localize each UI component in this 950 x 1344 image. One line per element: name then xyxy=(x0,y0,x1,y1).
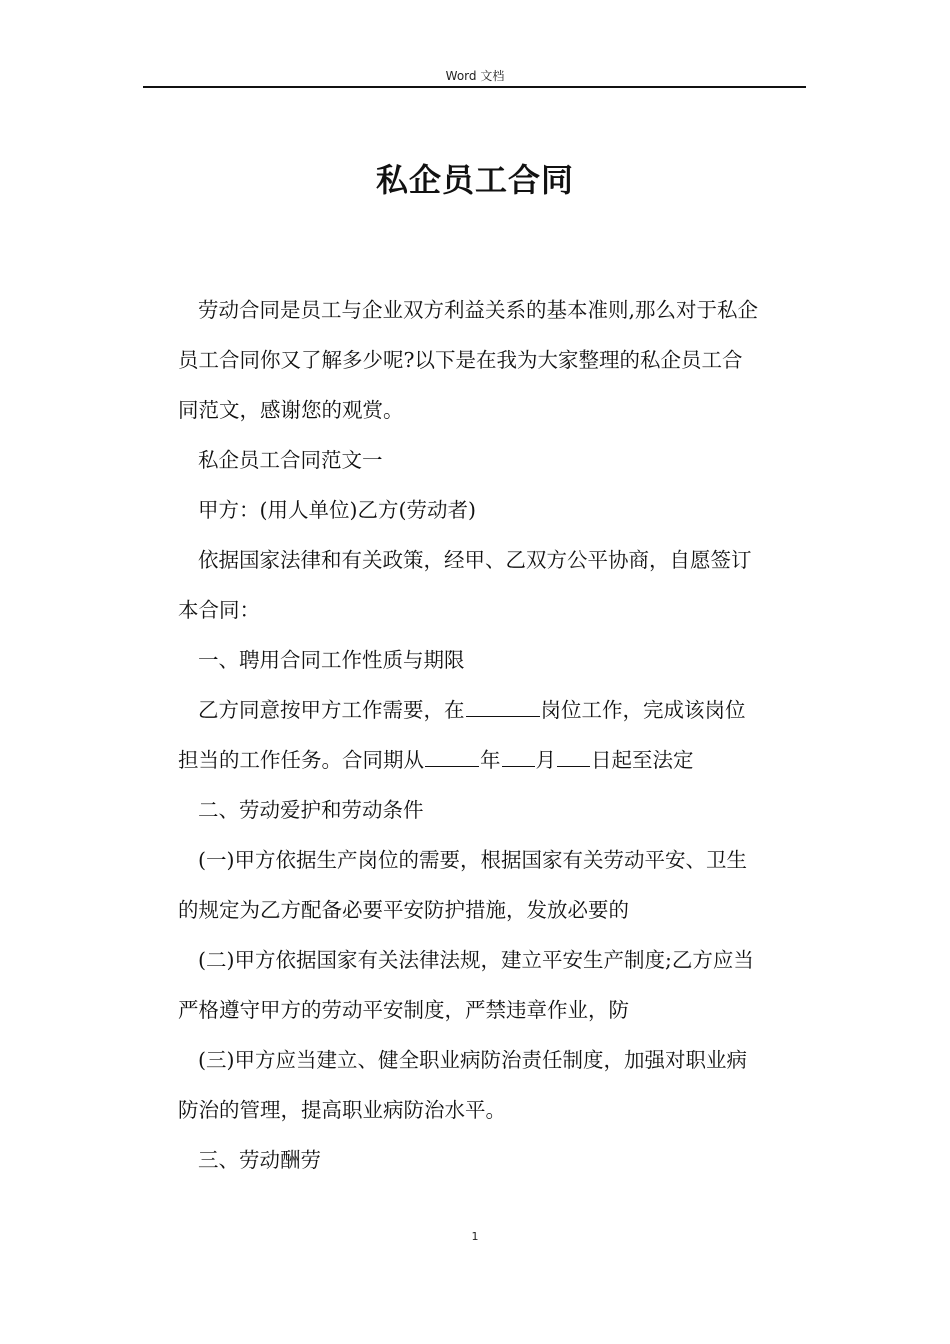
text-line: 严格遵守甲方的劳动平安制度，严禁违章作业，防 xyxy=(178,998,629,1022)
month-blank xyxy=(502,748,535,767)
intro-paragraph xyxy=(178,285,810,435)
text-line: 二、劳动爱护和劳动条件 xyxy=(198,798,424,822)
basis-paragraph xyxy=(178,535,810,635)
clause-one xyxy=(178,835,810,935)
clause-text: 乙方同意按甲方工作需要，在 xyxy=(198,698,465,722)
parties-paragraph xyxy=(178,485,810,535)
document-title: 私企员工合同 xyxy=(375,161,574,199)
text-line: 甲方：(用人单位)乙方(劳动者) xyxy=(198,498,476,522)
section-one-heading xyxy=(178,635,810,685)
section-two-heading xyxy=(178,785,810,835)
text-line: 劳动合同是员工与企业双方利益关系的基本准则,那么对于私企 xyxy=(198,298,759,322)
text-line: 一、聘用合同工作性质与期限 xyxy=(198,648,465,672)
year-label: 年 xyxy=(480,748,501,772)
text-line xyxy=(178,685,810,735)
clause-three xyxy=(178,1035,810,1135)
year-blank xyxy=(425,748,479,767)
sample-heading xyxy=(178,435,810,485)
header-text: Word 文档 xyxy=(445,69,505,83)
text-line: (一)甲方依据生产岗位的需要，根据国家有关劳动平安、卫生 xyxy=(198,848,747,872)
day-blank xyxy=(557,748,590,767)
section-three-heading xyxy=(178,1135,810,1185)
position-blank xyxy=(466,698,540,717)
page-number: 1 xyxy=(471,1230,479,1243)
text-line: (二)甲方依据国家有关法律法规，建立平安生产制度;乙方应当 xyxy=(198,948,754,972)
text-line: 防治的管理，提高职业病防治水平。 xyxy=(178,1098,506,1122)
text-line: 三、劳动酬劳 xyxy=(198,1148,321,1172)
position-clause xyxy=(178,685,810,785)
text-line: 本合同： xyxy=(178,598,260,622)
document-body xyxy=(178,285,810,1185)
text-line xyxy=(178,735,810,785)
clause-text: 岗位工作，完成该岗位 xyxy=(540,698,746,722)
text-line: 依据国家法律和有关政策，经甲、乙双方公平协商，自愿签订 xyxy=(198,548,752,572)
text-line: 员工合同你又了解多少呢?以下是在我为大家整理的私企员工合 xyxy=(178,348,743,372)
clause-text: 担当的工作任务。合同期从 xyxy=(178,748,424,772)
clause-two xyxy=(178,935,810,1035)
text-line: (三)甲方应当建立、健全职业病防治责任制度，加强对职业病 xyxy=(198,1048,747,1072)
month-label: 月 xyxy=(535,748,556,772)
text-line: 同范文，感谢您的观赏。 xyxy=(178,398,404,422)
text-line: 私企员工合同范文一 xyxy=(198,448,383,472)
header-rule xyxy=(143,86,806,88)
text-line: 的规定为乙方配备必要平安防护措施，发放必要的 xyxy=(178,898,629,922)
clause-text: 日起至法定 xyxy=(591,748,694,772)
